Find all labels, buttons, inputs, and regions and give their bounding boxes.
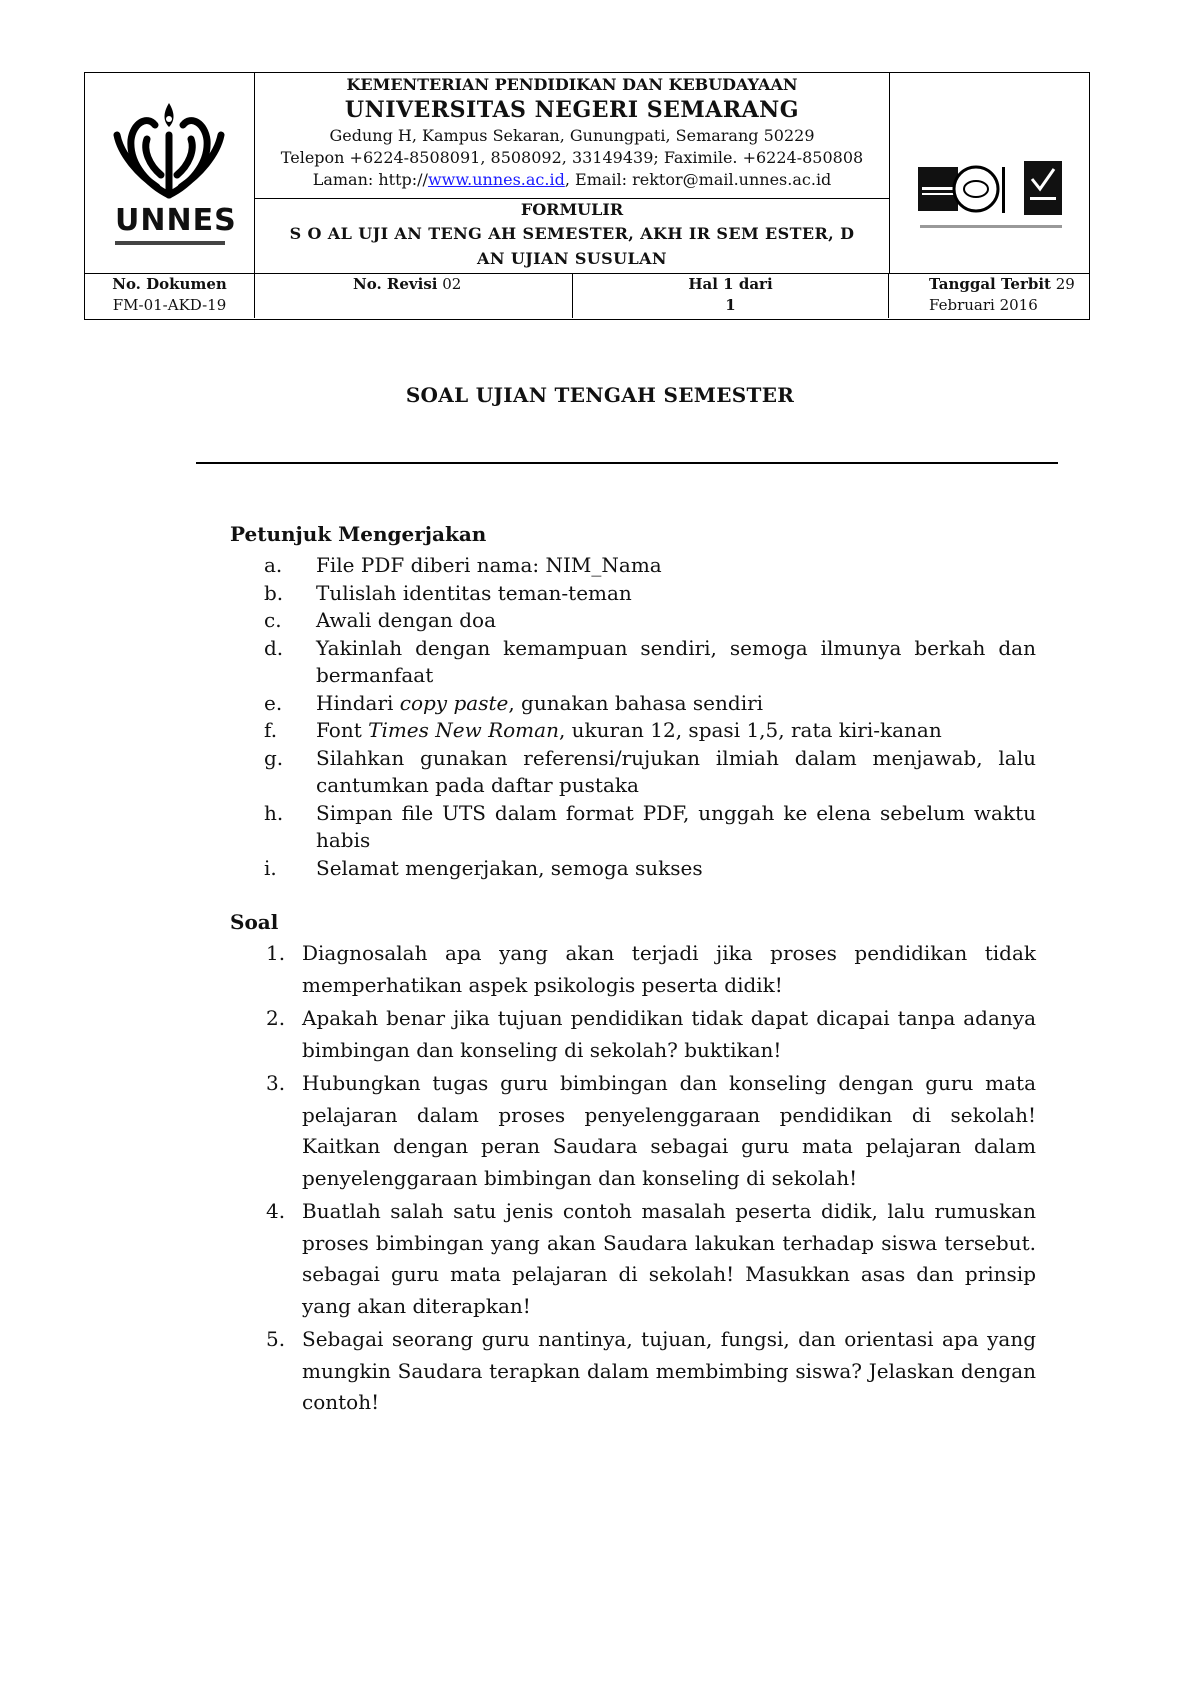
question-item: 5. Sebagai seorang guru nantinya, tujuan, fungsi, dan orientasi apa yang mungkin Saudara terapkan dalam membimbing siswa? Jelaskan dengan contoh! bbox=[266, 1327, 1036, 1414]
revision-value: 02 bbox=[442, 275, 462, 293]
issue-date-month: Februari 2016 bbox=[929, 296, 1038, 314]
page-cell bbox=[573, 274, 889, 318]
doc-number-label: No. Dokumen bbox=[112, 275, 227, 293]
list-item: g. Silahkan gunakan referensi/rujukan ilmiah dalam menjawab, lalu cantumkan pada daftar pustaka bbox=[264, 745, 1036, 797]
revision-cell bbox=[255, 274, 573, 318]
question-item: 1. Diagnosalah apa yang akan terjadi jika proses pendidikan tidak memperhatikan aspek psikologis peserta didik! bbox=[266, 941, 1036, 997]
questions-list bbox=[230, 938, 1036, 1421]
logo-wordmark: UNNES bbox=[115, 203, 237, 238]
form-title-line-2: AN UJIAN SUSULAN bbox=[477, 249, 667, 268]
issue-date-cell bbox=[889, 274, 1089, 318]
issue-date-label: Tanggal Terbit bbox=[929, 275, 1051, 293]
contact-line bbox=[255, 169, 889, 191]
instructions-list bbox=[230, 552, 1036, 882]
list-item: e. Hindari copy paste, gunakan bahasa sendiri bbox=[264, 690, 764, 715]
university-name: UNIVERSITAS NEGERI SEMARANG bbox=[344, 97, 800, 123]
doc-number-cell bbox=[85, 274, 255, 318]
page-label: Hal 1 dari bbox=[688, 275, 773, 293]
header-table bbox=[84, 72, 1090, 320]
page-value: 1 bbox=[725, 296, 736, 314]
list-item: h. Simpan file UTS dalam format PDF, unggah ke elena sebelum waktu habis bbox=[264, 800, 1036, 852]
logo-cell bbox=[85, 73, 255, 273]
form-title-block bbox=[255, 199, 889, 273]
title-divider bbox=[196, 462, 1058, 464]
question-item: 3. Hubungkan tugas guru bimbingan dan konseling dengan guru mata pelajaran dalam proses penyelenggaraan pendidikan di sekolah! Kaitkan dengan peran Saudara sebagai guru mata pelajaran dalam penyelenggaraan bimbingan dan konseling di sekolah! bbox=[266, 1071, 1036, 1190]
ministry-name: KEMENTERIAN PENDIDIKAN DAN KEBUDAYAAN bbox=[346, 75, 798, 94]
certification-badge-icon bbox=[916, 157, 1066, 237]
phone-line: Telepon +6224-8508091, 8508092, 33149439; Faximile. +6224-850808 bbox=[280, 148, 864, 167]
list-item: f. Font Times New Roman, ukuran 12, spasi 1,5, rata kiri-kanan bbox=[264, 718, 942, 742]
web-prefix: Laman: http:// bbox=[312, 170, 428, 189]
website-link[interactable]: www.unnes.ac.id bbox=[427, 170, 565, 189]
questions-heading: Soal bbox=[230, 910, 279, 934]
institution-block bbox=[255, 73, 889, 199]
revision-label: No. Revisi bbox=[353, 275, 438, 293]
logo-tagline-bar bbox=[115, 241, 225, 245]
certification-cell bbox=[889, 73, 1089, 273]
email-text: , Email: rektor@mail.unnes.ac.id bbox=[564, 170, 832, 189]
list-item: c. Awali dengan doa bbox=[264, 608, 496, 632]
form-title-line-1: S O AL UJI AN TENG AH SEMESTER, AKH IR SEM ESTER, D bbox=[289, 224, 855, 243]
document-meta-row bbox=[85, 273, 1089, 319]
header-info-cell bbox=[255, 73, 889, 273]
instructions-heading: Petunjuk Mengerjakan bbox=[230, 522, 487, 546]
list-item: a. File PDF diberi nama: NIM_Nama bbox=[264, 553, 662, 577]
question-item: 2. Apakah benar jika tujuan pendidikan tidak dapat dicapai tanpa adanya bimbingan dan konseling di sekolah? buktikan! bbox=[266, 1006, 1036, 1062]
form-label: FORMULIR bbox=[520, 200, 624, 219]
exam-title: SOAL UJIAN TENGAH SEMESTER bbox=[405, 383, 795, 407]
question-item: 4. Buatlah salah satu jenis contoh masalah peserta didik, lalu rumuskan proses bimbingan yang akan Saudara lakukan terhadap siswa tersebut. sebagai guru mata pelajaran di sekolah! Masukkan asas dan prinsip yang akan diterapkan! bbox=[266, 1199, 1036, 1318]
list-item: d. Yakinlah dengan kemampuan sendiri, semoga ilmunya berkah dan bermanfaat bbox=[264, 635, 1036, 687]
list-item: i. Selamat mengerjakan, semoga sukses bbox=[264, 855, 703, 880]
doc-number-value: FM-01-AKD-19 bbox=[112, 296, 227, 314]
issue-date-day: 29 bbox=[1050, 275, 1075, 293]
list-item: b. Tulislah identitas teman-teman bbox=[264, 580, 632, 605]
unnes-logo-icon bbox=[109, 95, 229, 205]
address-line: Gedung H, Kampus Sekaran, Gunungpati, Semarang 50229 bbox=[329, 126, 815, 145]
